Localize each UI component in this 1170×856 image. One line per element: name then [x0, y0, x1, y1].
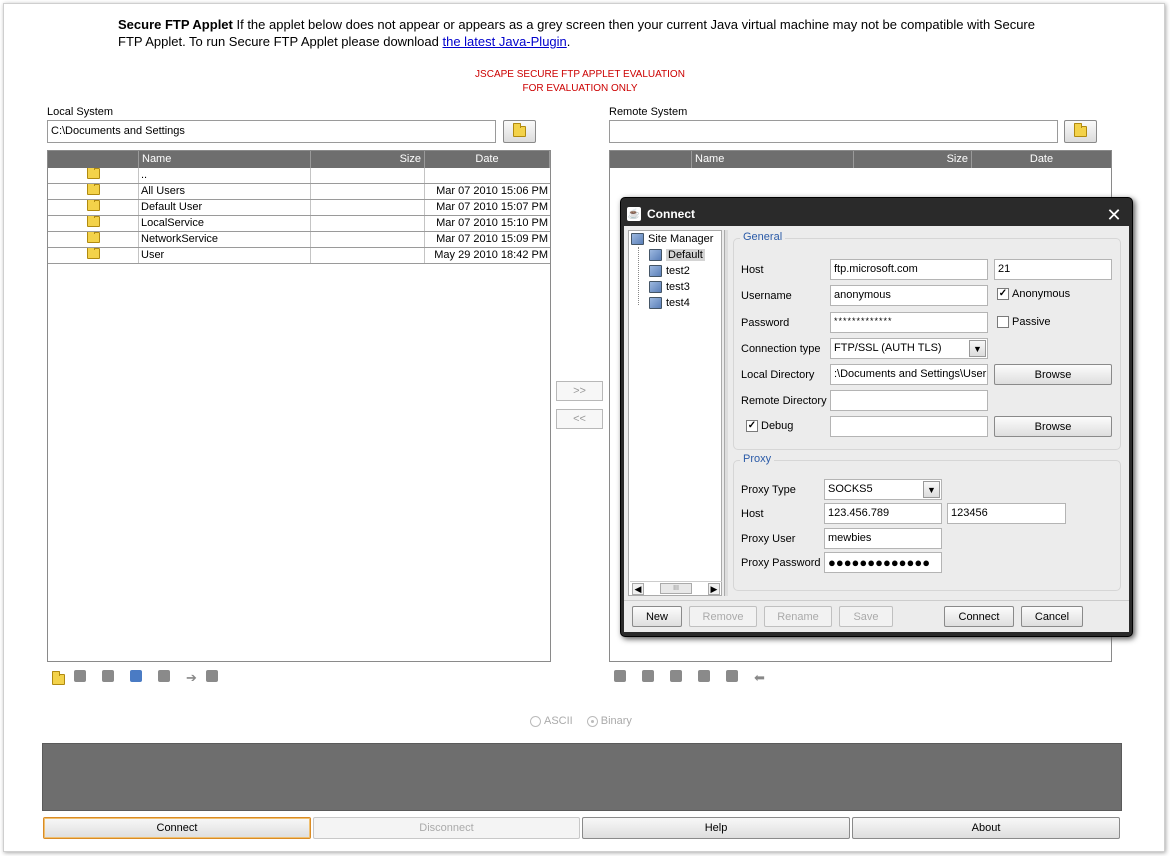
proxy-host-label: Host: [741, 508, 764, 520]
remote-directory-input[interactable]: [830, 390, 988, 411]
proxy-legend: Proxy: [740, 453, 774, 465]
passive-label: Passive: [1012, 316, 1051, 328]
connect-dialog: [620, 197, 1133, 637]
connection-type-value: FTP/SSL (AUTH TLS): [834, 342, 942, 354]
connect-button[interactable]: Connect: [43, 817, 311, 839]
site-icon: [649, 281, 662, 293]
checkbox-icon: ✓: [998, 288, 1008, 299]
local-system-label: Local System: [47, 106, 114, 118]
folder-icon: [87, 232, 100, 243]
connection-type-label: Connection type: [741, 343, 821, 355]
delete-icon[interactable]: [670, 670, 682, 682]
remote-system-label: Remote System: [609, 106, 688, 118]
proxy-host-input[interactable]: 123.456.789: [824, 503, 942, 524]
username-label: Username: [741, 290, 792, 302]
connection-type-select[interactable]: [830, 338, 988, 359]
tree-scrollbar[interactable]: [630, 581, 722, 595]
debug-file-input[interactable]: [830, 416, 988, 437]
site-manager-icon: [631, 233, 644, 245]
file-name: User: [139, 248, 311, 263]
local-directory-label: Local Directory: [741, 369, 815, 381]
radio-icon: [587, 716, 598, 727]
scroll-right-icon[interactable]: ▶: [708, 583, 720, 595]
site-icon: [649, 265, 662, 277]
local-path-input[interactable]: C:\Documents and Settings: [47, 120, 496, 143]
general-group: [733, 231, 1121, 450]
intro-text: [118, 16, 1058, 50]
anonymous-checkbox[interactable]: [997, 288, 1070, 300]
radio-icon: [530, 716, 541, 727]
username-input[interactable]: anonymous: [830, 285, 988, 306]
ascii-label: ASCII: [544, 715, 573, 727]
new-site-button[interactable]: New: [632, 606, 682, 627]
tree-item-default[interactable]: [649, 249, 705, 261]
local-col-size[interactable]: Size: [311, 151, 425, 168]
local-file-list: [47, 150, 551, 662]
help-button[interactable]: Help: [582, 817, 850, 839]
new-file-icon[interactable]: [642, 670, 654, 682]
file-date: Mar 07 2010 15:09 PM: [436, 233, 548, 245]
remote-toolbar: [614, 670, 765, 686]
tree-item-label: test2: [666, 265, 690, 277]
dialog-title: Connect: [647, 207, 695, 221]
table-row[interactable]: [48, 232, 550, 248]
disconnect-button[interactable]: Disconnect: [313, 817, 580, 839]
general-legend: General: [740, 231, 785, 243]
arrow-right-icon[interactable]: ➔: [186, 670, 197, 685]
file-name: NetworkService: [139, 232, 311, 247]
file-name: All Users: [139, 184, 311, 199]
file-date: Mar 07 2010 15:07 PM: [436, 201, 548, 213]
local-browse-button[interactable]: [503, 120, 536, 143]
folder-icon: [87, 168, 100, 179]
proxy-password-input[interactable]: ●●●●●●●●●●●●●: [824, 552, 942, 573]
download-button[interactable]: <<: [556, 409, 603, 429]
local-table-header: [48, 151, 550, 168]
ascii-radio[interactable]: [530, 715, 573, 727]
file-size: [311, 200, 425, 215]
site-icon: [649, 297, 662, 309]
local-toolbar: [52, 670, 225, 686]
debug-checkbox[interactable]: [746, 420, 793, 432]
stop-icon[interactable]: [726, 670, 738, 682]
host-input[interactable]: ftp.microsoft.com: [830, 259, 988, 280]
password-label: Password: [741, 317, 790, 329]
save-site-button[interactable]: Save: [839, 606, 893, 627]
local-col-name[interactable]: Name: [139, 151, 311, 168]
file-name: LocalService: [139, 216, 311, 231]
tree-root-label: Site Manager: [648, 233, 714, 245]
host-label: Host: [741, 264, 764, 276]
computer-icon[interactable]: [206, 670, 218, 682]
table-row[interactable]: [48, 248, 550, 264]
evaluation-line1: JSCAPE SECURE FTP APPLET EVALUATION: [475, 69, 685, 80]
port-input[interactable]: 21: [994, 259, 1112, 280]
split-divider[interactable]: [724, 230, 728, 596]
tree-item-test2[interactable]: [649, 265, 690, 277]
passive-checkbox[interactable]: [997, 316, 1051, 328]
evaluation-notice: [400, 68, 760, 96]
table-row[interactable]: [48, 200, 550, 216]
debug-browse-button[interactable]: Browse: [994, 416, 1112, 437]
dialog-divider: [624, 600, 1129, 601]
file-date: May 29 2010 18:42 PM: [434, 249, 548, 261]
table-row[interactable]: [48, 184, 550, 200]
chevron-down-icon: ▼: [969, 340, 986, 357]
tree-item-test3[interactable]: [649, 281, 690, 293]
evaluation-line2: FOR EVALUATION ONLY: [522, 83, 638, 94]
tree-item-label: Default: [668, 249, 703, 261]
new-folder-icon[interactable]: [614, 670, 626, 682]
local-directory-input[interactable]: :\Documents and Settings\User: [830, 364, 988, 385]
proxy-type-label: Proxy Type: [741, 484, 796, 496]
rename-site-button[interactable]: Rename: [764, 606, 832, 627]
dialog-cancel-button[interactable]: Cancel: [1021, 606, 1083, 627]
dialog-body: [624, 226, 1129, 632]
file-size: [311, 248, 425, 263]
folder-icon: [87, 216, 100, 227]
site-manager-tree: [628, 230, 722, 596]
transfer-mode: [530, 715, 632, 727]
chevron-down-icon: ▼: [923, 481, 940, 498]
tree-item-label: test3: [666, 281, 690, 293]
proxy-type-select[interactable]: [824, 479, 942, 500]
table-row[interactable]: [48, 168, 550, 184]
proxy-port-input[interactable]: 123456: [947, 503, 1066, 524]
local-col-icon: [48, 151, 139, 168]
file-date: [425, 168, 550, 183]
folder-icon: [87, 248, 100, 259]
proxy-user-label: Proxy User: [741, 533, 796, 545]
folder-icon: [87, 200, 100, 211]
new-folder-icon[interactable]: [52, 674, 65, 685]
proxy-user-input[interactable]: mewbies: [824, 528, 942, 549]
intro-end: .: [566, 34, 571, 49]
java-icon: ☕: [627, 208, 641, 220]
proxy-type-value: SOCKS5: [828, 483, 873, 495]
binary-radio[interactable]: [587, 715, 632, 727]
remote-col-size[interactable]: Size: [854, 151, 972, 168]
local-directory-browse-button[interactable]: Browse: [994, 364, 1112, 385]
scroll-left-icon[interactable]: ◀: [632, 583, 644, 595]
site-icon: [649, 249, 662, 261]
tree-item-test4[interactable]: [649, 297, 690, 309]
checkbox-icon: ✓: [747, 420, 757, 431]
file-name: Default User: [139, 200, 311, 215]
debug-label: Debug: [761, 420, 794, 432]
local-col-date[interactable]: Date: [425, 151, 550, 168]
file-date: Mar 07 2010 15:06 PM: [436, 185, 548, 197]
arrow-left-icon[interactable]: ⬅: [754, 670, 765, 685]
remote-col-date[interactable]: Date: [1029, 153, 1054, 165]
file-name: ..: [139, 168, 311, 183]
tree-root[interactable]: [631, 233, 713, 245]
folder-icon: [513, 126, 526, 137]
dialog-connect-button[interactable]: Connect: [944, 606, 1014, 627]
remote-directory-label: Remote Directory: [741, 395, 827, 407]
file-size: [311, 216, 425, 231]
file-size: [311, 184, 425, 199]
java-plugin-link[interactable]: the latest Java-Plugin: [442, 34, 567, 49]
folder-icon: [87, 184, 100, 195]
upload-button[interactable]: >>: [556, 381, 603, 401]
remote-path-input[interactable]: [609, 120, 1058, 143]
file-size: [311, 168, 425, 183]
file-date: Mar 07 2010 15:10 PM: [436, 217, 548, 229]
table-row[interactable]: [48, 216, 550, 232]
remote-col-icon: [610, 151, 692, 168]
remove-site-button[interactable]: Remove: [689, 606, 757, 627]
stop-icon[interactable]: [158, 670, 170, 682]
new-file-icon[interactable]: [74, 670, 86, 682]
file-size: [311, 232, 425, 247]
scroll-thumb[interactable]: III: [660, 583, 692, 594]
tree-item-label: test4: [666, 297, 690, 309]
folder-icon: [1074, 126, 1087, 137]
delete-icon[interactable]: [102, 670, 114, 682]
remote-browse-button[interactable]: [1064, 120, 1097, 143]
refresh-icon[interactable]: [698, 670, 710, 682]
remote-col-name[interactable]: Name: [692, 151, 854, 168]
proxy-password-label: Proxy Password: [741, 557, 821, 569]
checkbox-icon: [997, 316, 1009, 328]
tree-line: [638, 247, 639, 305]
binary-label: Binary: [600, 715, 632, 727]
refresh-icon[interactable]: [130, 670, 142, 682]
log-console: [42, 743, 1122, 811]
intro-title: Secure FTP Applet: [118, 17, 233, 32]
close-icon[interactable]: ✕: [1106, 205, 1122, 225]
anonymous-label: Anonymous: [1012, 288, 1071, 300]
about-button[interactable]: About: [852, 817, 1120, 839]
intro-body: If the applet below does not appear or appears as a grey screen then your current Java virtual machine may not be compatible with Secure FTP Applet. To run Secure FTP Applet please download: [118, 17, 1035, 49]
remote-table-header: [610, 151, 1111, 168]
proxy-group: [733, 453, 1121, 591]
password-input[interactable]: *************: [830, 312, 988, 333]
